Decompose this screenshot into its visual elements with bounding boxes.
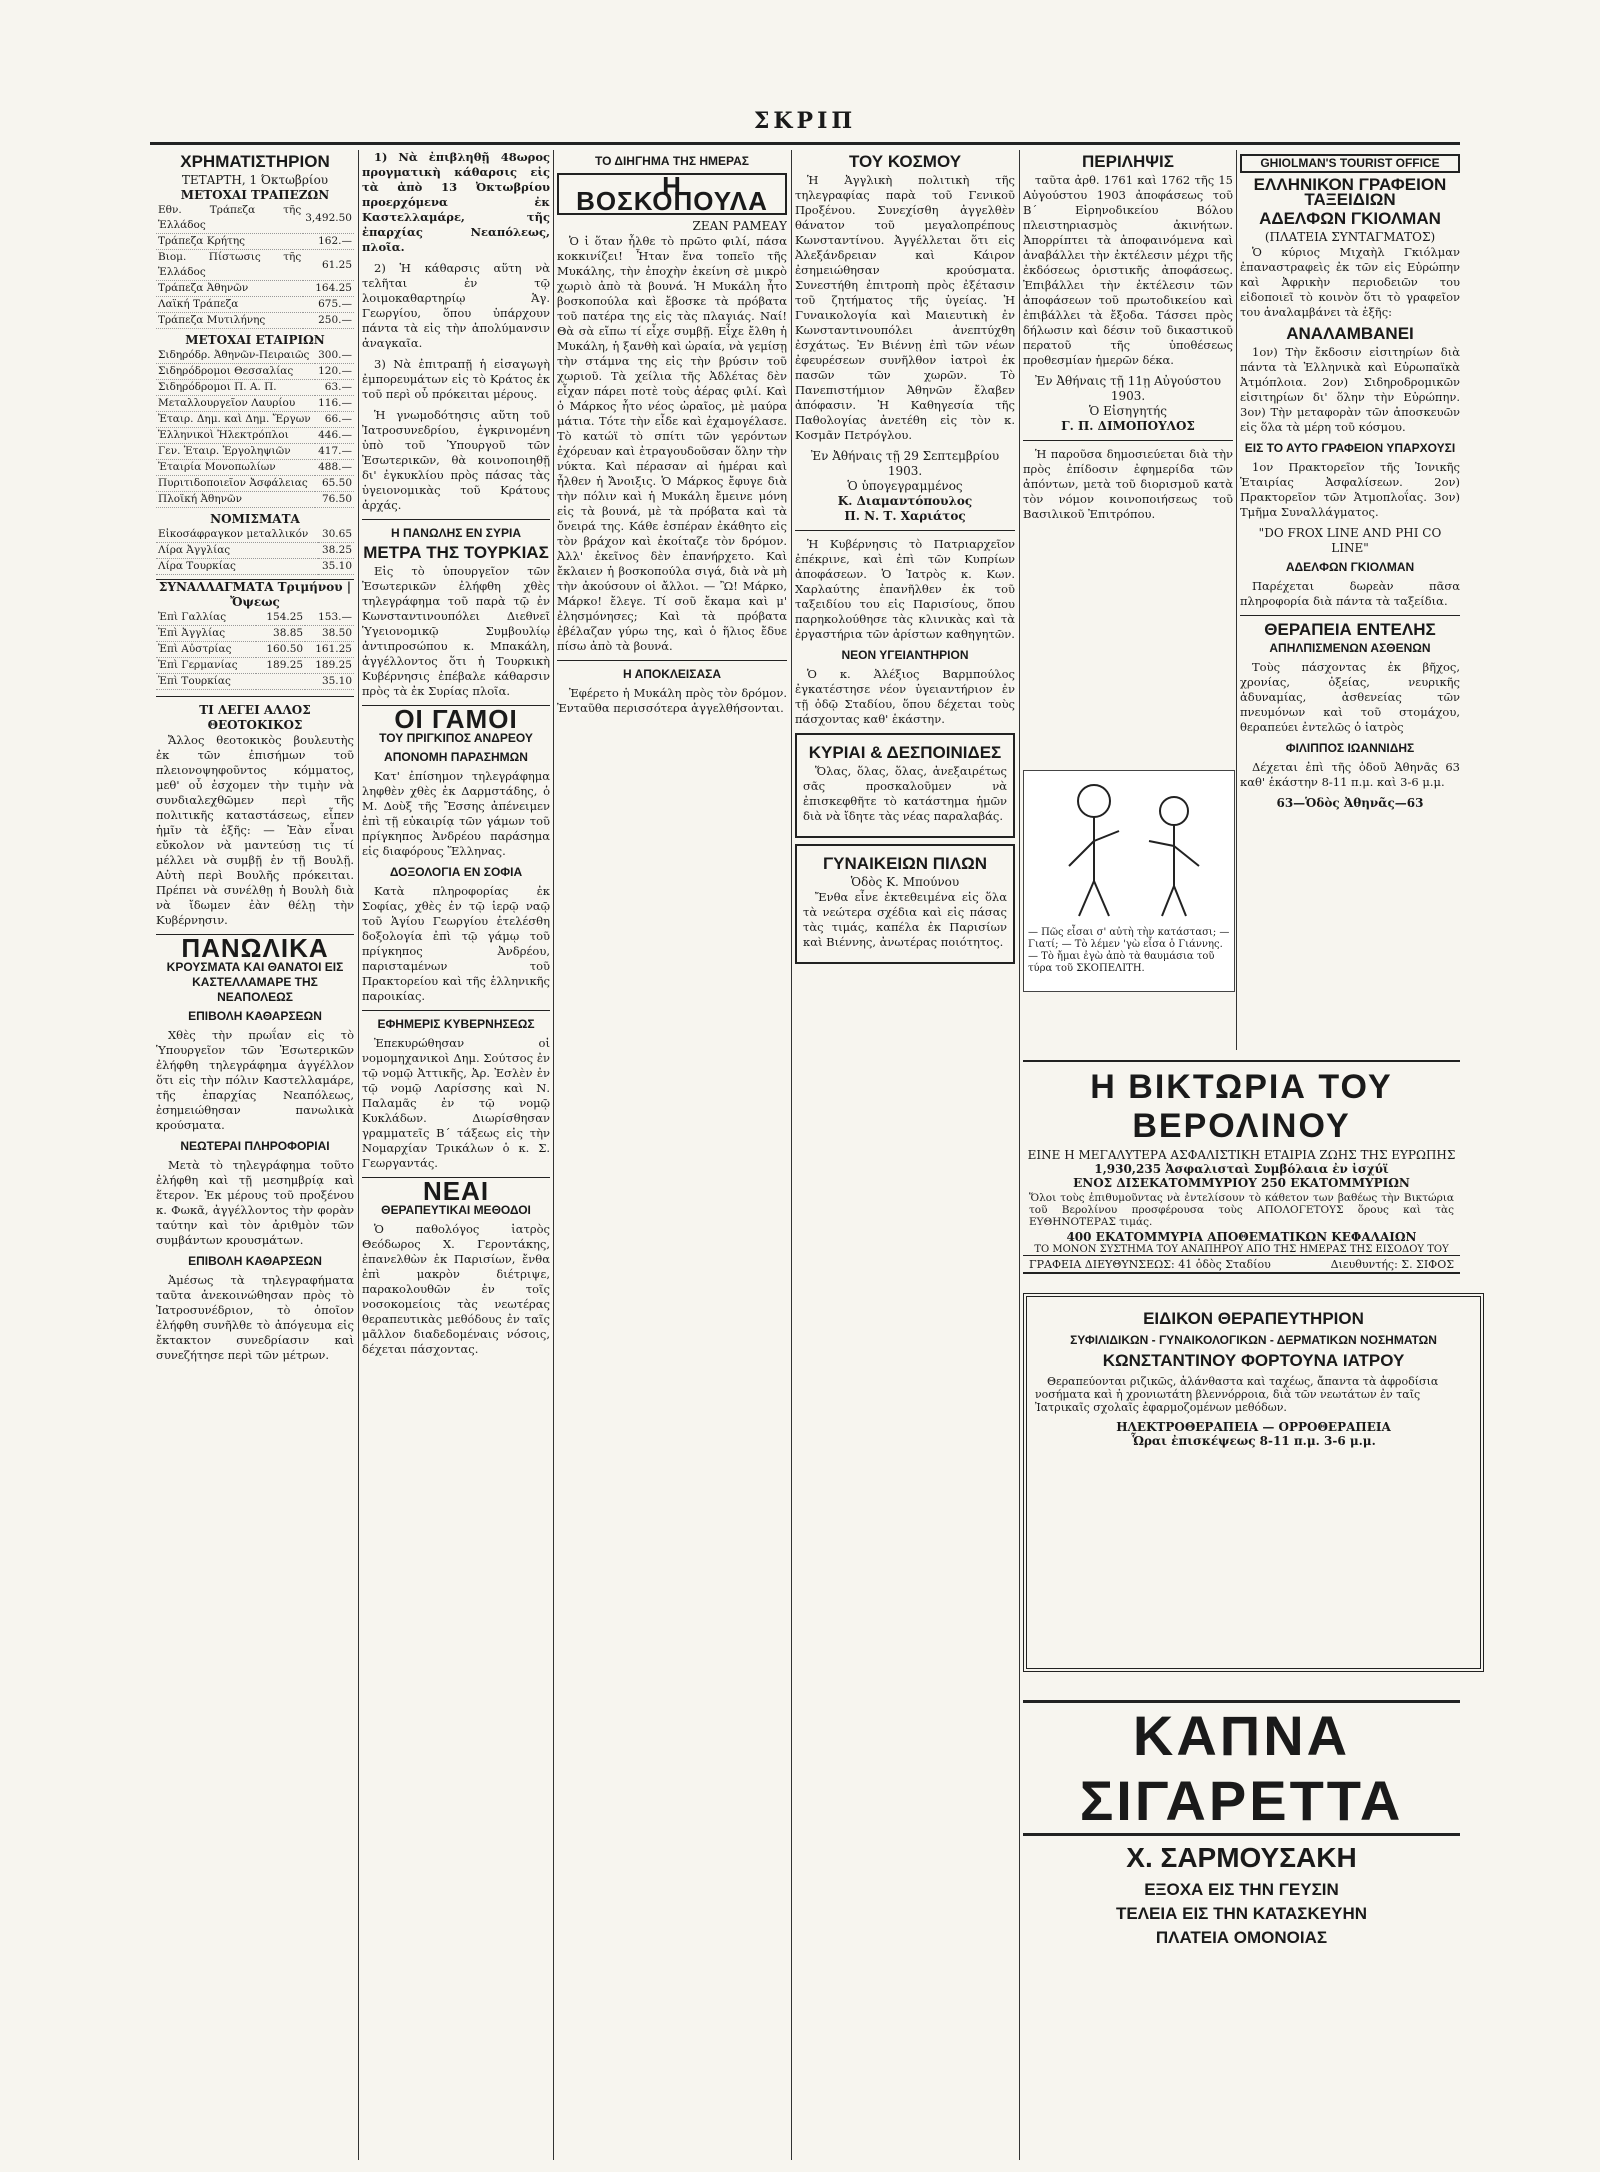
summary-text: ταῦτα ἀρθ. 1761 καὶ 1762 τῆς 15 Αὐγούστου 1903 ἀποφάσεως τοῦ Β΄ Εἰρηνοδικείου Βόλου πλειστηριασμὸς ἀκινήτων. Ἀπορρίπτει τὰ ἀποφαινόμενα καὶ ἀναβάλλει τὴν ἐκτέλεσιν μέχρι τῆς ἐκδόσεως ὁριστικῆς ἀποφάσεως. Ἐπιβάλλει τὴν ἐκτέλεσιν τῶν ἀποφάσεων τοῦ πρωτοδικείου καὶ ἐπιβάλλει τὰ ἔξοδα. Τάσσει πρὸς δήλωσιν καὶ δέσιν τοῦ δικαστικοῦ περατοῦ τῆς ὑποθέσεως προθεσμίαν ἡμερῶν δέκα. (1023, 173, 1233, 367)
column-rule (358, 150, 359, 2160)
sign-title: Ὁ ὑπογεγραμμένος (847, 479, 963, 493)
victoria-text: Ὅλοι τοὺς ἐπιθυμοῦντας νὰ ἐντελίσουν τὸ κάθετον των βαθέως τὴν Βικτώρια τοῦ Βερολίνου προσφέρουσα τοὺς ΑΠΟΛΟΓΕΤΟΥΣ ὅρους καὶ τὰς ΕΥΘΗΝΟΤΕΡΑΣ τιμάς. (1029, 1192, 1454, 1228)
doctor-text: Δέχεται ἐπὶ τῆς ὁδοῦ Ἀθηνᾶς 63 καθ' ἑκάστην 8-11 π.μ. καὶ 3-6 μ.μ. (1240, 760, 1460, 789)
summary-sign-title: Ὁ Εἰσηγητής (1089, 404, 1167, 418)
divider (795, 530, 1015, 531)
paragraph: 3) Νὰ ἐπιτραπῇ ἡ εἰσαγωγὴ ἐμπορευμάτων εἰς τὸ Κράτος ἐκ τοῦ περὶ οὗ πρόκειται μέρους. (362, 357, 550, 401)
panolika-text2: Μετὰ τὸ τηλεγράφημα τοῦτο ἐλήφθη καὶ τῇ μεσημβρίᾳ καὶ ἕτερον. Ἐκ μέρους τοῦ προξένου κ. Φωκᾶ, ἀγγέλλοντος τὴν φορὰν ταύτην καὶ τὸν ἀριθμὸν τῶν συμβάντων κρουσμάτων. (156, 1158, 354, 1247)
panolika-title: ΠΑΝΩΛΙΚΑ (181, 933, 329, 963)
column-news (362, 150, 550, 2160)
table-row (156, 364, 354, 380)
table-row (156, 313, 354, 329)
table-row (156, 527, 354, 543)
weddings-text: Κατ' ἐπίσημον τηλεγράφημα ληφθὲν χθὲς ἐκ Δαρμστάδης, ὁ Μ. Δοὺξ τῆς Ἔσσης ἀπένειμεν ἐπὶ τῇ εὐκαιρίᾳ τῶν γάμων τοῦ πρίγκηπος Ἀνδρέου παράσημα εἰς διαφόρους Ἕλληνας. (362, 769, 550, 858)
therapy-sub: ΣΥΦΙΛΙΔΙΚΩΝ - ΓΥΝΑΙΚΟΛΟΓΙΚΩΝ - ΔΕΡΜΑΤΙΚΩΝ ΝΟΣΗΜΑΤΩΝ (1070, 1333, 1437, 1347)
contact-name: ΑΔΕΛΦΩΝ ΓΚΙΟΛΜΑΝ (1285, 560, 1415, 574)
summary-text-2: Ἡ παροῦσα δημοσιεύεται διὰ τὴν πρὸς ἐπίδοσιν ἐφημερίδα τῶν ἀπόντων, μετὰ τοῦ διορισμοῦ κατὰ τὸν νόμον κοινοποιήσεως τοῦ Βασιλικοῦ Ἐπιτρόπου. (1023, 447, 1233, 521)
table-row (156, 281, 354, 297)
table-row (156, 250, 354, 281)
divider (156, 696, 354, 697)
victoria-director: Διευθυντής: Σ. ΣΙΦΟΣ (1330, 1258, 1454, 1271)
world-text-2: Ἡ Κυβέρνησις τὸ Πατριαρχεῖον ἐπέκρινε, καὶ ἐπὶ τῶν Κυπρίων ἀποφάσεων. Ὁ Ἰατρὸς κ. Κων. Χαρλαύτης ἐπανῆλθεν ἐκ τοῦ ταξειδίου του εἰς Παρισίους, ὅπου παρηκολούθησε τὰς κλινικὰς καὶ τὰ ἐργαστήρια τῶν ἀρίστων καθηγητῶν. (795, 537, 1015, 641)
row-value: 189.25 (256, 658, 305, 674)
new-title: ΝΕΑΙ (422, 1176, 490, 1206)
story-kicker: ΤΟ ΔΙΗΓΗΜΑ ΤΗΣ ΗΜΕΡΑΣ (594, 154, 749, 168)
divider (362, 519, 550, 520)
story-title: Η ΒΟΣΚΟΠΟΥΛΑ (557, 173, 787, 215)
row-label: Γεν. Ἐταιρ. Ἐργοληψιῶν (156, 444, 315, 460)
cigarette-title: ΚΑΠΝΑ ΣΙΓΑΡΕΤΤΑ (1023, 1700, 1460, 1836)
cigarette-line1: ΕΞΟΧΑ ΕΙΣ ΤΗΝ ΓΕΥΣΙΝ (1144, 1880, 1339, 1899)
therapy-ad (1023, 1293, 1484, 1672)
therapy-text: Θεραπεύονται ριζικῶς, ἀλάνθαστα καὶ ταχέως, ἄπαντα τὰ ἀφροδίσια νοσήματα καὶ ἡ χρονιωτάτη βλεννόρροια, διὰ τῶν νεωτάτων ἐν ταῖς Ἰατρικαῖς σχολαῖς ἐφαρμοζομένων μεθόδων. (1035, 1375, 1439, 1414)
victoria-line1: 1,930,235 Ἀσφαλισταὶ Συμβόλαια ἐν ἰσχύϊ (1094, 1162, 1389, 1176)
office-title: GHIOLMAN'S TOURIST OFFICE (1240, 154, 1460, 173)
row-value: 66.— (315, 412, 354, 428)
panolika-h3: ΕΠΙΒΟΛΗ ΚΑΘΑΡΣΕΩΝ (188, 1009, 322, 1023)
divider (362, 1010, 550, 1011)
apokl-title: Η ΑΠΟΚΛΕΙΣΑΣΑ (623, 667, 721, 681)
row-label: Ἐταιρία Μονοπωλίων (156, 460, 315, 476)
doxology-title: ΔΟΞΟΛΟΓΙΑ ΕΝ ΣΟΦΙΑ (389, 865, 523, 879)
column-world (795, 150, 1015, 2160)
row-value: 116.— (315, 396, 354, 412)
victoria-line2: ΕΝΟΣ ΔΙΣΕΚΑΤΟΜΜΥΡΙΟΥ 250 ΕΚΑΤΟΜΜΥΡΙΩΝ (1073, 1176, 1410, 1190)
row-value: 300.— (315, 348, 354, 364)
column-rule (1019, 150, 1020, 2160)
column-summary (1023, 150, 1233, 760)
ladies-ad-text: Ὅλας, ὅλας, ὅλας, ἀνεξαιρέτως σᾶς προσκαλοῦμεν νὰ ἐπισκεφθῆτε τὸ κατάστημα ἡμῶν διὰ νὰ ἴδητε τὰς νέας παραλαβάς. (803, 764, 1007, 823)
table-row (156, 412, 354, 428)
fx-table (156, 610, 354, 690)
table-row (156, 559, 354, 575)
panolika-text3: Ἀμέσως τὰ τηλεγραφήματα ταῦτα ἀνεκοινώθησαν πρὸς τὸ Ἰατροσυνέδριον, τὸ ὁποῖον ἐλήφθη συνῆλθε τὸ ἀπόγευμα εἰς ἔκτακτον συνεδρίασιν καὶ συνεζήτησε περὶ τῶν μέτρων. (156, 1273, 354, 1362)
sign-name-2: Π. Ν. Τ. Χαριάτος (844, 509, 966, 523)
summary-title: ΠΕΡΙΛΗΨΙΣ (1082, 152, 1174, 171)
table-row (156, 428, 354, 444)
clinic-head: ΝΕΟΝ ΥΓΕΙΑΝΤΗΡΙΟΝ (841, 648, 969, 662)
panolika-sub: ΚΡΟΥΣΜΑΤΑ ΚΑΙ ΘΑΝΑΤΟΙ ΕΙΣ ΚΑΣΤΕΛΛΑΜΑΡΕ ΤΗΣ ΝΕΑΠΟΛΕΩΣ (166, 960, 344, 1004)
victoria-footer (1023, 1255, 1460, 1273)
panolika-h4: ΝΕΩΤΕΡΑΙ ΠΛΗΡΟΦΟΡΙΑΙ (180, 1139, 330, 1153)
bank-table (156, 203, 354, 329)
victoria-line4: ΤΟ ΜΟΝΟΝ ΣΥΣΤΗΜΑ ΤΟΥ ΑΝΑΠΗΡΟΥ ΑΠΟ ΤΗΣ ΗΜΕΡΑΣ ΤΗΣ ΕΙΣΟΔΟΥ ΤΟΥ (1034, 1244, 1449, 1255)
victoria-line3: 400 ΕΚΑΤΟΜΜΥΡΙΑ ΑΠΟΘΕΜΑΤΙΚΩΝ ΚΕΦΑΛΑΙΩΝ (1066, 1230, 1417, 1244)
syria-text: Εἰς τὸ ὑπουργεῖον τῶν Ἐσωτερικῶν ἐλήφθη χθὲς τηλεγράφημα τοῦ παρὰ τῷ ἐν Κωνσταντινουπόλει Διεθνεῖ Ὑγειονομικῷ Συμβουλίῳ ἀντιπροσώπου κ. Μπακάλη, ἀγγέλλοντος ὅτι ἡ Τουρκικὴ Κυβέρνησις ἐπέβαλε κάθαρσιν πρὸς τὰ ἐκ Συρίας πλοῖα. (362, 564, 550, 698)
contact-text: Παρέχεται δωρεὰν πᾶσα πληροφορία διὰ πάντα τὰ ταξείδια. (1240, 579, 1460, 608)
company-table (156, 348, 354, 508)
row-value: 164.25 (303, 281, 354, 297)
clinic-text: Ὁ κ. Ἀλέξιος Βαρμπούλος ἐγκατέστησε νέον ὑγειαντήριον ἐν τῇ ὁδῷ Σταδίου, ὅπου δέχεται τοὺς πάσχοντας καθ' ἑκάστην. (795, 667, 1015, 726)
apokl-text: Ἐφέρετο ἡ Μυκάλη πρὸς τὸν δρόμον. Ἐνταῦθα περισσότερα ἀγγελθήσονται. (557, 686, 787, 715)
cigarette-line2: ΤΕΛΕΙΑ ΕΙΣ ΤΗΝ ΚΑΤΑΣΚΕΥΗΝ (1115, 1904, 1368, 1923)
syria-title: Η ΠΑΝΩΛΗΣ ΕΝ ΣΥΡΙΑ (390, 526, 522, 540)
gazette-text: Ἐπεκυρώθησαν οἱ νομομηχανικοὶ Δημ. Σούτσος ἐν τῷ νομῷ Ἀττικῆς, Ἀρ. Ἐσλὲν ἐν τῷ νομῷ Λαρίσσης καὶ Ν. Παλαμᾶς ἐν τῷ νομῷ Κυκλάδων. Διωρίσθησαν γραμματεῖς Β΄ τάξεως εἰς τὴν Νομαρχίαν Τρικάλων ὁ κ. Σ. Γεωργαντάς. (362, 1036, 550, 1170)
doctor-name: ΦΙΛΙΠΠΟΣ ΙΩΑΝΝΙΔΗΣ (1285, 741, 1415, 755)
therapy-lab: ΗΛΕΚΤΡΟΘΕΡΑΠΕΙΑ — ΟΡΡΟΘΕΡΑΠΕΙΑ (1116, 1420, 1391, 1434)
table-row (156, 444, 354, 460)
paragraph: Ἡ γνωμοδότησις αὕτη τοῦ Ἰατροσυνεδρίου, ἐγκρινομένη ὑπὸ τοῦ Ὑπουργοῦ τῶν Ἐσωτερικῶν, θὰ κοινοποιηθῇ δι' ἐγκυκλίου πρὸς πάσας τὰς ὑγειονομικὰς τοῦ Κράτους ἀρχάς. (362, 408, 550, 512)
intro-text: 1) Νὰ ἐπιβληθῇ 48ωρος προγματικὴ κάθαρσις εἰς τὰ ἀπὸ 13 Ὀκτωβρίου προερχόμενα ἐκ Καστελλαμάρε, τῆς ἐπαρχίας Νεαπόλεως, πλοῖα. (362, 150, 550, 254)
column-travel (1240, 150, 1460, 1050)
row-label: Ἑλληνικοὶ Ἠλεκτρόπλοι (156, 428, 315, 444)
hats-ad (795, 844, 1015, 964)
masthead-title: ΣΚΡΙΠ (753, 108, 857, 134)
article-text: Ἄλλος θεοτοκικὸς βουλευτὴς ἐκ τῶν ἐπισήμων τοῦ πλειονοψηφοῦντος κόμματος, μεθ' οὗ ἐσχομεν τὴν τιμὴν νὰ συνδιαλεχθῶμεν περὶ τῆς πολιτικῆς καταστάσεως, εἶπεν ἡμῖν τὰ ἑξῆς: — Ἐὰν εἶναι εὔκολον νὰ μαντεύσῃ τις τί μέλλει νὰ συμβῇ ἐν τῇ Βουλῇ. Αὐτὴ περὶ Βουλῆς πρόκειται. Πρέπει νὰ συνέλθῃ ἡ Βουλὴ διὰ νὰ ἴδωμεν ἐὰν θέλῃ τὴν Κυβέρνησιν. (156, 733, 354, 927)
row-label: Ἐταιρ. Δημ. καὶ Δημ. Ἔργων (156, 412, 315, 428)
column-rule (791, 150, 792, 2160)
story-author: ΖΕΑΝ ΡΑΜΕΑΥ (692, 219, 787, 233)
table-row (156, 476, 354, 492)
agent-text: 1ον Πρακτορεῖον τῆς Ἰονικῆς Ἑταιρίας Ἀσφαλίσεων. 2ον) Πρακτορεῖον τῶν Ἀτμοπλοΐας. 3ον) Τμῆμα Συναλλάγματος. (1240, 460, 1460, 519)
ladies-ad (795, 733, 1015, 838)
takes-text: 1ον) Τὴν ἔκδοσιν εἰσιτηρίων διὰ πάντα τὰ Ἑλληνικὰ καὶ Εὐρωπαϊκὰ Ἀτμόπλοια. 2ον) Σιδηροδρομικῶν εἰσιτηρίων δι' ὅλην τὴν Εὐρώπην. 3ον) Τὴν μεταφορὰν τῶν ἀποσκευῶν εἰς ὅλα τὰ μέρη τοῦ κόσμου. (1240, 345, 1460, 434)
column-exchange (156, 150, 354, 2160)
column-rule (1236, 150, 1237, 1050)
summary-sign-place: Ἐν Ἀθήναις τῇ 11ῃ Αὐγούστου 1903. (1035, 374, 1221, 403)
row-label: Λίρα Ἀγγλίας (156, 543, 318, 559)
exchange-title: ΧΡΗΜΑΤΙΣΤΗΡΙΟΝ (180, 152, 330, 171)
syria-sub: ΜΕΤΡΑ ΤΗΣ ΤΟΥΡΚΙΑΣ (363, 543, 549, 562)
cigarette-ad (1023, 1690, 1460, 1990)
coins-heading: ΝΟΜΙΣΜΑΤΑ (210, 512, 300, 526)
hats-ad-title: ΓΥΝΑΙΚΕΙΩΝ ΠΙΛΩΝ (822, 854, 988, 873)
row-label: Λαϊκή Τράπεζα (156, 297, 303, 313)
world-title: ΤΟΥ ΚΟΣΜΟΥ (848, 152, 962, 171)
row-value: 76.50 (315, 492, 354, 508)
takes-title: ΑΝΑΛΑΜΒΑΝΕΙ (1286, 324, 1414, 343)
cartoon-drawing (1024, 771, 1232, 921)
divider (1023, 440, 1233, 441)
row-value: 153.— (305, 610, 354, 626)
panolika-text: Χθὲς τὴν πρωΐαν εἰς τὸ Ὑπουργεῖον τῶν Ἐσωτερικῶν ἐλήφθη τηλεγράφημα ἀγγέλλον ὅτι εἰς τὴν πόλιν Καστελλαμάρε, τῆς ἐπαρχίας Νεαπόλεως, ἐσημειώθησαν πανωλικὰ κρούσματα. (156, 1028, 354, 1132)
table-row (156, 658, 354, 674)
row-value: 446.— (315, 428, 354, 444)
sign-place: Ἐν Ἀθήναις τῇ 29 Σεπτεμβρίου 1903. (810, 449, 1000, 478)
company-heading: ΜΕΤΟΧΑΙ ΕΤΑΙΡΙΩΝ (185, 333, 325, 347)
column-rule (553, 150, 554, 2160)
row-value: 35.10 (318, 559, 354, 575)
row-value: 154.25 (256, 610, 305, 626)
masthead (150, 108, 1460, 145)
row-label: Ἐπὶ Γερμανίας (156, 658, 256, 674)
cigarette-maker: Χ. ΣΑΡΜΟΥΣΑΚΗ (1126, 1842, 1357, 1873)
row-label: Ἐπὶ Αὐστρίας (156, 642, 256, 658)
table-row (156, 460, 354, 476)
weddings-title: ΟΙ ΓΑΜΟΙ (394, 704, 518, 734)
victoria-office: ΓΡΑΦΕΙΑ ΔΙΕΥΘΥΝΣΕΩΣ: 41 ὁδὸς Σταδίου (1029, 1258, 1271, 1271)
row-label: Πλοϊκή Ἀθηνῶν (156, 492, 315, 508)
row-value: 161.25 (305, 642, 354, 658)
row-value: 65.50 (315, 476, 354, 492)
row-label: Σιδηρόδρομοι Θεσσαλίας (156, 364, 315, 380)
exchange-date: ΤΕΤΑΡΤΗ, 1 Όκτωβρίου (181, 173, 329, 187)
row-value: 3,492.50 (303, 203, 354, 234)
cartoon (1023, 770, 1235, 992)
table-row (156, 626, 354, 642)
world-text: Ἡ Ἀγγλικὴ πολιτικὴ τῆς τηλεγραφίας παρὰ τοῦ Γενικοῦ Προξένου. Συνεχίσθη ἀγγελθὲν θάνατον τοῦ μεγαλοπρέπους Κωνσταντίνου. Ἀγγέλλεται ὅτι εἰς Ἀλεξάνδρειαν καὶ Κάιρον ἐσημειώθησαν κρούσματα. Συνεστήθη ἐπιτροπὴ πρὸς ἐξέτασιν τοῦ ζητήματος τῆς ὑγείας. Ἡ Γυναικολογία καὶ Μαιευτικὴ ἐν Κωνσταντινουπόλει ἀνεπτύχθη ἐσχάτως. Ἐν Βιέννῃ ἐπὶ τῶν νέων ἐφευρέσεων συνῆλθον ἰατροὶ ἐκ πασῶν τῶν χωρῶν. Τὸ Πανεπιστήμιον Ἀθηνῶν ἔλαβεν ἀπόφασιν. Ἡ Καθηγεσία τῆς Παθολογίας ἀνετέθη εἰς τὸν κ. Κοσμᾶν Πετρόγλου. (795, 173, 1015, 442)
row-value: 488.— (315, 460, 354, 476)
row-value: 38.85 (256, 626, 305, 642)
office-name: ΑΔΕΛΦΩΝ ΓΚΙΟΛΜΑΝ (1259, 209, 1441, 228)
weddings-h3: ΑΠΟΝΟΜΗ ΠΑΡΑΣΗΜΩΝ (384, 750, 528, 764)
row-value: 189.25 (305, 658, 354, 674)
victoria-title: Η ΒΙΚΤΩΡΙΑ ΤΟΥ ΒΕΡΟΛΙΝΟΥ (1090, 1068, 1393, 1145)
table-row (156, 396, 354, 412)
table-row (156, 642, 354, 658)
office-sub: ΕΛΛΗΝΙΚΟΝ ΓΡΑΦΕΙΟΝ ΤΑΞΕΙΔΙΩΝ (1253, 175, 1447, 209)
therapy-title: ΕΙΔΙΚΟΝ ΘΕΡΑΠΕΥΤΗΡΙΟΝ (1143, 1309, 1364, 1328)
table-row (156, 380, 354, 396)
bank-heading: ΜΕΤΟΧΑΙ ΤΡΑΠΕΖΩΝ (180, 188, 330, 202)
row-label: Πυριτιδοποιεῖον Ἀσφάλειας (156, 476, 315, 492)
fx-heading: ΣΥΝΑΛΛΑΓΜΑΤΑ Τριμήνου | Ὄψεως (156, 579, 354, 610)
row-value: 417.— (315, 444, 354, 460)
row-label: Ἐπὶ Γαλλίας (156, 610, 256, 626)
row-label: Βιομ. Πίστωσις τῆς Ἑλλάδος (156, 250, 303, 281)
row-label: Σιδηρόδρ. Ἀθηνῶν-Πειραιῶς (156, 348, 315, 364)
office-text: Ὁ κύριος Μιχαὴλ Γκιόλμαν ἐπαναστραφεὶς ἐκ τῶν εἰς Εὐρώπην καὶ Ἀφρικὴν περιοδειῶν του εἰδοποιεῖ τὸ κοινὸν ὅτι τὸ γραφεῖον του ἀναλαμβάνει τὰ ἑξῆς: (1240, 245, 1460, 319)
column-story (557, 150, 787, 2160)
table-row (156, 492, 354, 508)
sick-sub: ΑΠΗΛΠΙΣΜΕΝΩΝ ΑΣΘΕΝΩΝ (1269, 641, 1431, 655)
victoria-ad (1023, 1060, 1460, 1274)
row-label: Τράπεζα Μυτιλήνης (156, 313, 303, 329)
row-label: Λίρα Τουρκίας (156, 559, 318, 575)
sick-title: ΘΕΡΑΠΕΙΑ ΕΝΤΕΛΗΣ (1264, 620, 1436, 639)
gazette-title: ΕΦΗΜΕΡΙΣ ΚΥΒΕΡΝΗΣΕΩΣ (377, 1017, 535, 1031)
hats-ad-sub: Ὁδὸς Κ. Μπούνου (850, 875, 960, 889)
row-value: 675.— (303, 297, 354, 313)
divider (557, 660, 787, 661)
doctor-address: 63—Ὁδὸς Ἀθηνᾶς—63 (1276, 796, 1424, 810)
victoria-sub: ΕΙΝΕ Η ΜΕΓΑΛΥΤΕΡΑ ΑΣΦΑΛΙΣΤΙΚΗ ΕΤΑΙΡΙΑ ΖΩΗΣ ΤΗΣ ΕΥΡΩΠΗΣ (1027, 1148, 1456, 1162)
row-value: 162.— (303, 234, 354, 250)
table-row (156, 348, 354, 364)
row-value: 160.50 (256, 642, 305, 658)
row-value: 120.— (315, 364, 354, 380)
row-value: 35.10 (305, 674, 354, 690)
row-label: Σιδηρόδρομοι Π. Α. Π. (156, 380, 315, 396)
table-row (156, 203, 354, 234)
table-row (156, 610, 354, 626)
lines-text: "DO FROX LINE AND PHI CO LINE" (1258, 526, 1442, 555)
divider (1240, 615, 1460, 616)
agent-title: ΕΙΣ ΤΟ ΑΥΤΟ ΓΡΑΦΕΙΟΝ ΥΠΑΡΧΟΥΣΙ (1244, 441, 1456, 455)
row-label: Ἐπὶ Τουρκίας (156, 674, 256, 690)
row-label: Εθν. Τράπεζα τῆς Ἑλλάδος (156, 203, 303, 234)
row-value (256, 674, 305, 690)
doxology-text: Κατὰ πληροφορίας ἐκ Σοφίας, χθὲς ἐν τῷ ἱερῷ ναῷ τοῦ Ἁγίου Γεωργίου ἐτελέσθη δοξολογία ἐπὶ τῷ γάμῳ τοῦ πρίγκηπος Ἀνδρέου, παρισταμένων τοῦ Πρακτορείου καὶ τῆς ἑλληνικῆς παροικίας. (362, 884, 550, 1003)
ladies-ad-title: ΚΥΡΙΑΙ & ΔΕΣΠΟΙΝΙΔΕΣ (808, 743, 1002, 762)
row-label: Ἐπὶ Ἀγγλίας (156, 626, 256, 642)
paragraph: 2) Ἡ κάθαρσις αὕτη νὰ τελῆται ἐν τῷ λοιμοκαθαρτηρίῳ Ἁγ. Γεωργίου, ὅπου ὑπάρχουν πάντα τὰ εἰς τὴν ἀπολύμανσιν ἀναγκαῖα. (362, 261, 550, 350)
coins-table (156, 527, 354, 575)
therapy-hours: Ὧραι ἐπισκέψεως 8-11 π.μ. 3-6 μ.μ. (1131, 1434, 1376, 1448)
new-sub: ΘΕΡΑΠΕΥΤΙΚΑΙ ΜΕΘΟΔΟΙ (381, 1203, 531, 1217)
table-row (156, 543, 354, 559)
row-value: 38.50 (305, 626, 354, 642)
row-value: 38.25 (318, 543, 354, 559)
row-label: Εἰκοσάφραγκον μεταλλικόν (156, 527, 318, 543)
summary-sign-name: Γ. Π. ΔΙΜΟΠΟΥΛΟΣ (1061, 419, 1195, 433)
cartoon-caption: — Πῶς εἶσαι σ' αὐτὴ τὴν κατάστασι; — Γιατί; — Τὸ λέμεν 'γὼ εἶσα ὁ Γιάννης. — Τὸ ἤμαι ἐγὼ ἀπὸ τὰ θαυμάσια τοῦ τύρα τοῦ ΣΚΟΠΕΛΙΤΗ. (1028, 927, 1230, 974)
story-text: Ὁ ἰ ὅταν ἦλθε τὸ πρῶτο φιλί, πάσα κοκκινίζει! Ἦταν ἕνα τοπεῖο τῆς Μυκάλης, τὴν ἐποχὴν ἐκείνη σὲ μικρὸ χωριὸ ἀπὸ τὰ βουνά. Ἡ Μυκάλη ἦτο βοσκοπούλα καὶ ἔβοσκε τὰ πρόβατα τοῦ πατέρα της εἰς τὰς πλαγιάς. Ναί! Θὰ σὰ εἴπω τί εἶχε συμβῇ. Εἶχε ἔλθη ἡ Μυκάλη, ἡ ξανθὴ καὶ ὡραία, νὰ γεμίσῃ τὴν στάμνα της εἰς τὴν βρύσιν τοῦ χωριοῦ. Τὰ χείλια τῆς Ἀδλέτας δὲν εἶχαν πάρει ποτὲ τοὺς ἀέρας φιλί. Καὶ ὁ Μάρκος ἦτο νέος ὡραῖος, μὲ μαύρα μάτια. Τότε τὴν εἶδε καὶ ἐχαμογέλασε. Τὸ κατώϊ τὸ σπίτι τῶν γερόντων ἐχόρευαν καὶ ἐτραγουδοῦσαν ὅλην τὴν νύκτα. Καὶ πέρασαν αἱ ἡμέραι καὶ ἦλθεν ἡ Ἄνοιξις. Ὁ Μάρκος ἔφυγε διὰ τὴν πόλιν καὶ ἡ Μυκάλη ἔμεινε μόνη εἰς τὰ βουνά, μὲ τὰ πρόβατα καὶ τὰ ὄνειρά της. Κάθε ἑσπέραν ἐκάθητο εἰς τὸν βράχον καὶ ἐκοίταζε τὸν δρόμον. Ἀλλ' ἐκεῖνος δὲν ἐπανήρχετο. Καὶ ἔκλαιεν ἡ βοσκοπούλα σιγά, διὰ νὰ μὴ τὴν ἀκούσουν οἱ ἄλλοι. — Ὢ! Μάρκο, Μάρκο! ἔλεγε. Τί σοῦ ἔκαμα καὶ μ' ἐλησμόνησες; Καὶ τὰ πρόβατα ἐβέλαζαν γύρω της, καὶ ὁ ἥλιος ἔδυε πίσω ἀπὸ τὰ βουνά. (557, 234, 787, 653)
row-label: Τράπεζα Κρήτης (156, 234, 303, 250)
row-value: 61.25 (303, 250, 354, 281)
new-text: Ὁ παθολόγος ἰατρὸς Θεόδωρος Χ. Γεροντάκης, ἐπανελθὼν ἐκ Παρισίων, ἔνθα ἐπὶ μακρὸν διέτριψε, παρακολουθῶν ἐν τοῖς νοσοκομείοις τὰς νεωτέρας θεραπευτικὰς μεθόδους ἐν ταῖς μᾶλλον διαδεδομέναις νόσοις, δέχεται πάσχοντας. (362, 1222, 550, 1356)
row-value: 250.— (303, 313, 354, 329)
row-value: 30.65 (318, 527, 354, 543)
therapy-doctor: ΚΩΝΣΤΑΝΤΙΝΟΥ ΦΟΡΤΟΥΝΑ ΙΑΤΡΟΥ (1102, 1351, 1405, 1370)
hats-ad-text: Ἔνθα εἶνε ἐκτεθειμένα εἰς ὅλα τὰ νεώτερα σχέδια καὶ εἰς πάσας τὰς τιμάς, καπέλα ἐκ Παρισίων καὶ Βιέννης, ἀνωτέρας ποιότητος. (803, 890, 1007, 949)
sign-name: Κ. Διαμαντόπουλος (837, 494, 973, 508)
cigarette-line3: ΠΛΑΤΕΙΑ ΟΜΟΝΟΙΑΣ (1155, 1928, 1328, 1947)
row-value: 63.— (315, 380, 354, 396)
table-row (156, 234, 354, 250)
weddings-sub: ΤΟΥ ΠΡΙΓΚΙΠΟΣ ΑΝΔΡΕΟΥ (379, 731, 533, 745)
table-row (156, 297, 354, 313)
row-label: Τράπεζα Ἀθηνῶν (156, 281, 303, 297)
table-row (156, 674, 354, 690)
sick-text: Τοὺς πάσχοντας ἐκ βῆχος, χρονίας, ὀξείας, νευρικῆς ἀδυναμίας, ἀσθενείας τῶν πνευμόνων καὶ τοῦ στομάχου, θεραπεύει ἐντελῶς ὁ ἰατρὸς (1240, 660, 1460, 734)
panolika-h5: ΕΠΙΒΟΛΗ ΚΑΘΑΡΣΕΩΝ (188, 1254, 322, 1268)
article-head: ΤΙ ΛΕΓΕΙ ΑΛΛΟΣ ΘΕΟΤΟΚΙΚΟΣ (199, 703, 311, 732)
row-label: Μεταλλουργεῖον Λαυρίου (156, 396, 315, 412)
office-addr: (ΠΛΑΤΕΙΑ ΣΥΝΤΑΓΜΑΤΟΣ) (1264, 230, 1436, 244)
